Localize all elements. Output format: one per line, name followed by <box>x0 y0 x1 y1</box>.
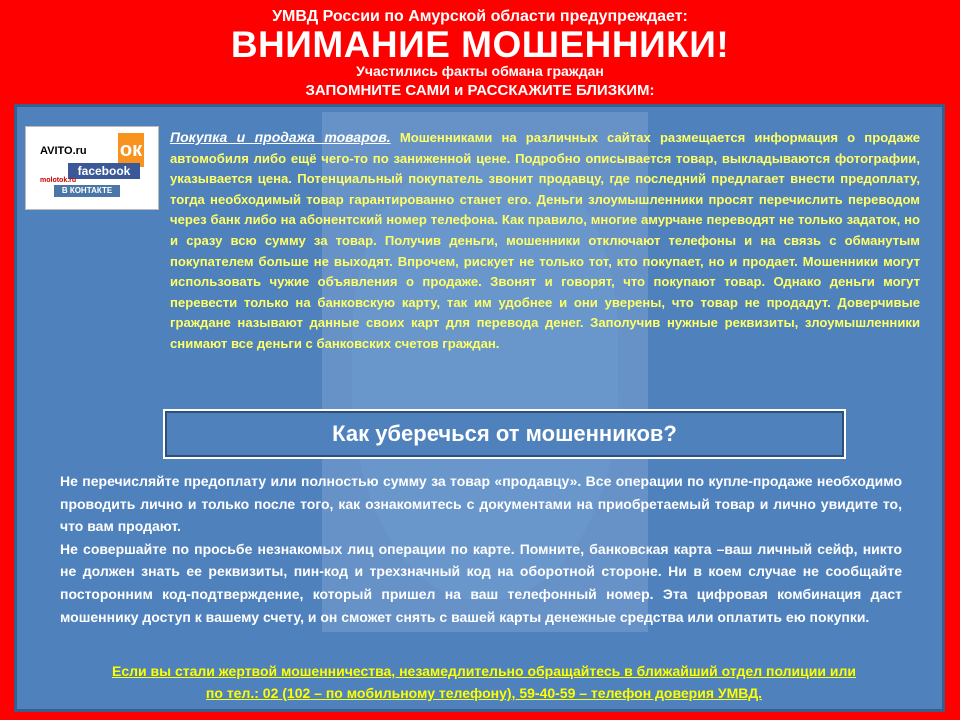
footer-contacts <box>54 660 914 704</box>
social-logos-image <box>25 126 159 210</box>
odnoklassniki-logo: ок <box>118 133 144 167</box>
page-title: ВНИМАНИЕ МОШЕННИКИ! <box>230 24 730 65</box>
purchase-sale-section <box>170 127 920 355</box>
molotok-logo: molotok.ru <box>40 177 77 184</box>
header-line-warning: Участились факты обмана граждан <box>356 63 604 79</box>
avito-logo: AVITO.ru <box>40 145 87 157</box>
header-subtitle: УМВД России по Амурской области предупреждает: <box>272 8 688 25</box>
facebook-logo: facebook <box>68 163 140 179</box>
section-body: Мошенниками на различных сайтах размещается информация о продаже автомобиля либо ещё чего-то по заниженной цене. Подробно описывается товар, выкладываются фотографии, указывается цена. Потенциальный покупатель звонит продавцу, где последний предлагает внести предоплату, тогда необходимый товар гарантированно станет его. Деньги злоумышленники просят перечислить переводом через банк либо на абонентский номер телефона. Как правило, многие амурчане переводят не только задаток, но и сразу всю сумму за товар. Получив деньги, мошенники отключают телефоны и на связь с обманутым покупателем больше не выходят. Впрочем, рискует не только тот, кто покупает, но и продает. Мошенники могут использовать чужие объявления о продаже. Звонят и говорят, что покупают товар. Однако деньги могут перевести только на банковскую карту, так им удобнее и они уверены, что товар не продадут. Доверчивые граждане называют данные своих карт для перевода денег. Заполучив нужные реквизиты, злоумышленники снимают все деньги с банковских счетов граждан. <box>170 130 921 351</box>
advice-block <box>60 470 902 628</box>
header-line-remember: ЗАПОМНИТЕ САМИ и РАССКАЖИТЕ БЛИЗКИМ: <box>305 82 655 99</box>
advice-paragraph-card: Не совершайте по просьбе незнакомых лиц операции по карте. Помните, банковская карта –ваш личный сейф, никто не должен знать ее реквизиты, пин-код и трехзначный код на оборотной стороне. Ни в коем случае не сообщайте посторонним код-подтверждение, который пришел на ваш телефонный номер. Эта цифровая комбинация даст мошеннику доступ к вашему счету, и он сможет снять с вашей карты денежные средства или оплатить ею покупки. <box>60 540 902 625</box>
header <box>0 0 960 106</box>
how-to-protect-heading: Как уберечься от мошенников? <box>163 409 846 459</box>
section-lead: Покупка и продажа товаров. <box>170 129 391 145</box>
vkontakte-logo: В КОНТАКТЕ <box>54 185 120 197</box>
advice-paragraph-prepayment: Не перечисляйте предоплату или полностью сумму за товар «продавцу». Все операции по купле-продаже необходимо проводить лично и только после того, как ознакомитесь с документами на приобретаемый товар и лично увидите то, что вам продают. <box>60 473 902 535</box>
footer-line-1: Если вы стали жертвой мошенничества, незамедлительно обращайтесь в ближайший отдел полиции или <box>112 663 856 679</box>
footer-line-2: по тел.: 02 (102 – по мобильному телефону), 59-40-59 – телефон доверия УМВД. <box>205 685 763 701</box>
